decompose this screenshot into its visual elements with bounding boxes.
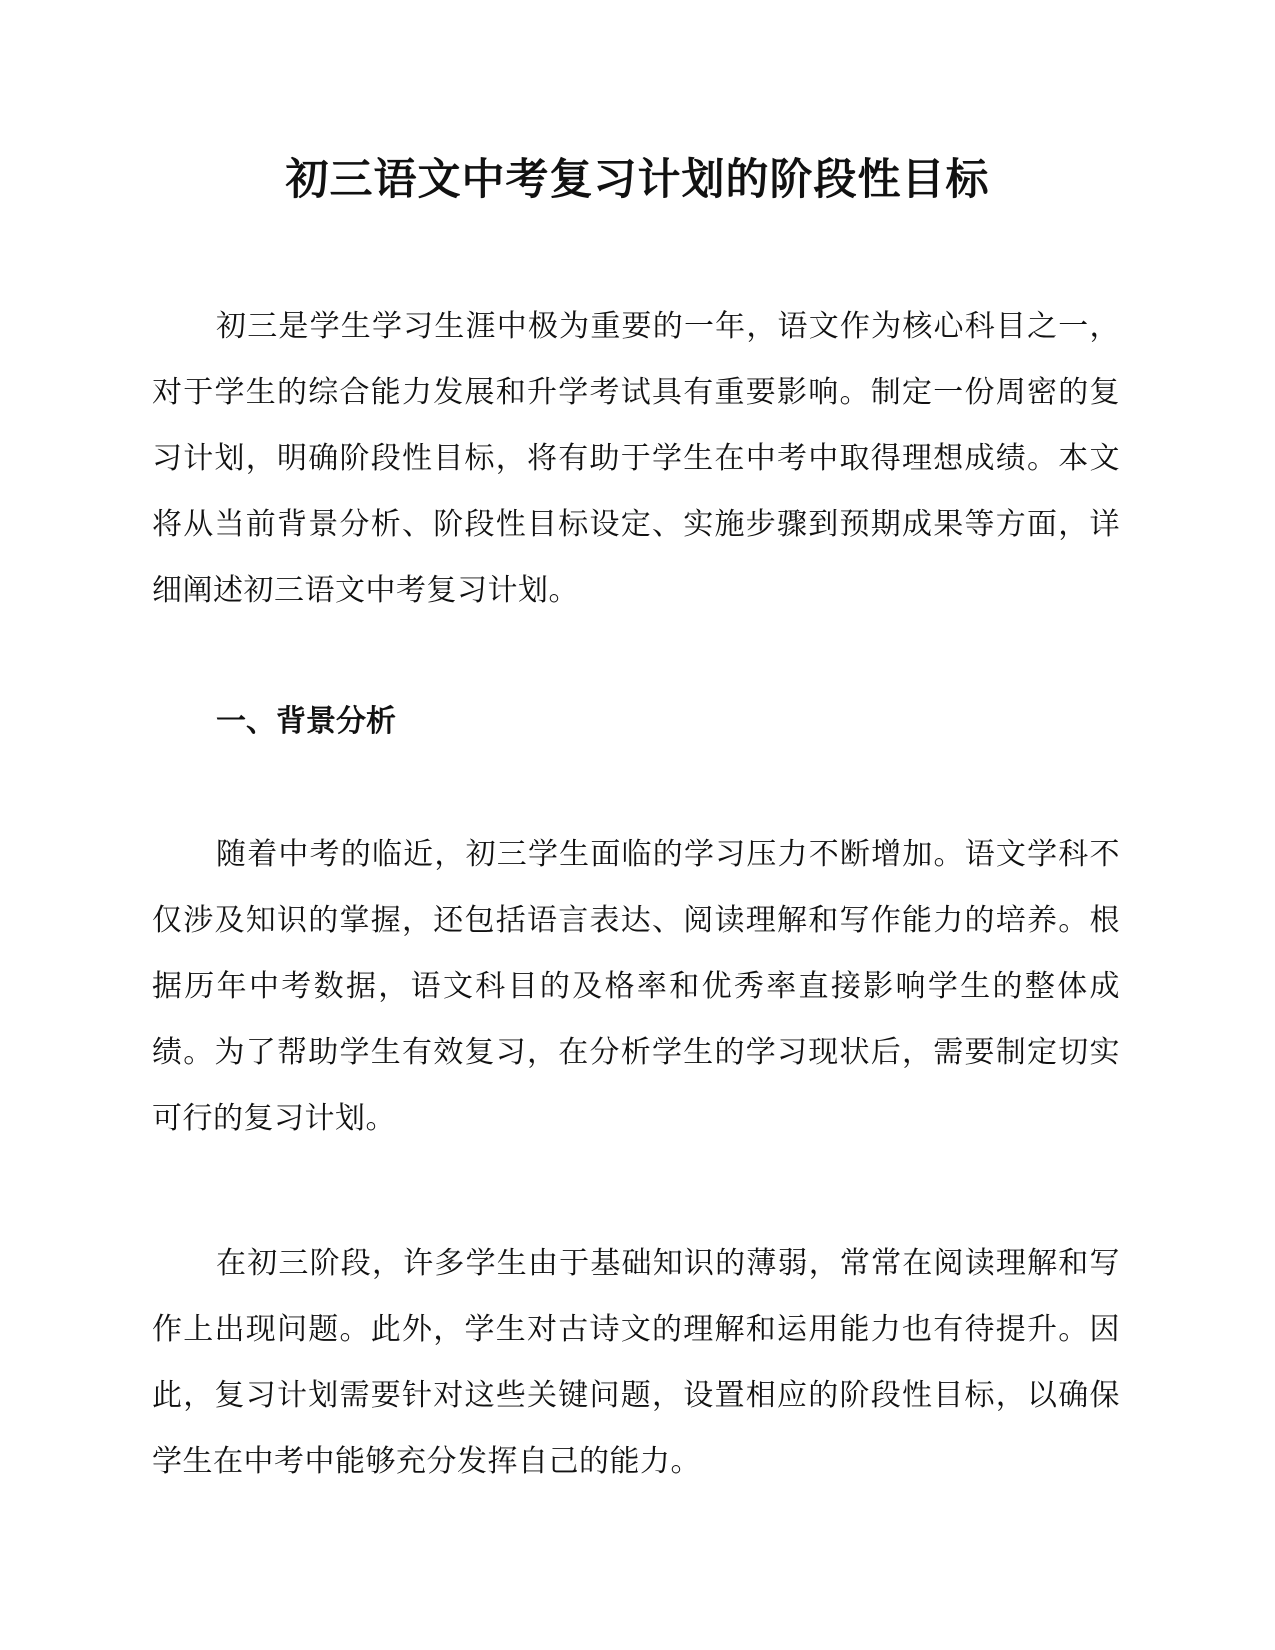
document-title: 初三语文中考复习计划的阶段性目标 [285, 155, 990, 205]
section-heading-background: 一、背景分析 [216, 704, 396, 739]
background-paragraph-2: 在初三阶段，许多学生由于基础知识的薄弱，常常在阅读理解和写作上出现问题。此外，学生对古诗文的理解和运用能力也有待提升。因此，复习计划需要针对这些关键问题，设置相应的阶段性目标，以确保学生在中考中能够充分发挥自己的能力。 [152, 1246, 1120, 1479]
background-paragraph-1: 随着中考的临近，初三学生面临的学习压力不断增加。语文学科不仅涉及知识的掌握，还包括语言表达、阅读理解和写作能力的培养。根据历年中考数据，语文科目的及格率和优秀率直接影响学生的整体成绩。为了帮助学生有效复习，在分析学生的学习现状后，需要制定切实可行的复习计划。 [152, 837, 1120, 1136]
intro-paragraph: 初三是学生学习生涯中极为重要的一年，语文作为核心科目之一，对于学生的综合能力发展和升学考试具有重要影响。制定一份周密的复习计划，明确阶段性目标，将有助于学生在中考中取得理想成绩。本文将从当前背景分析、阶段性目标设定、实施步骤到预期成果等方面，详细阐述初三语文中考复习计划。 [152, 309, 1120, 608]
